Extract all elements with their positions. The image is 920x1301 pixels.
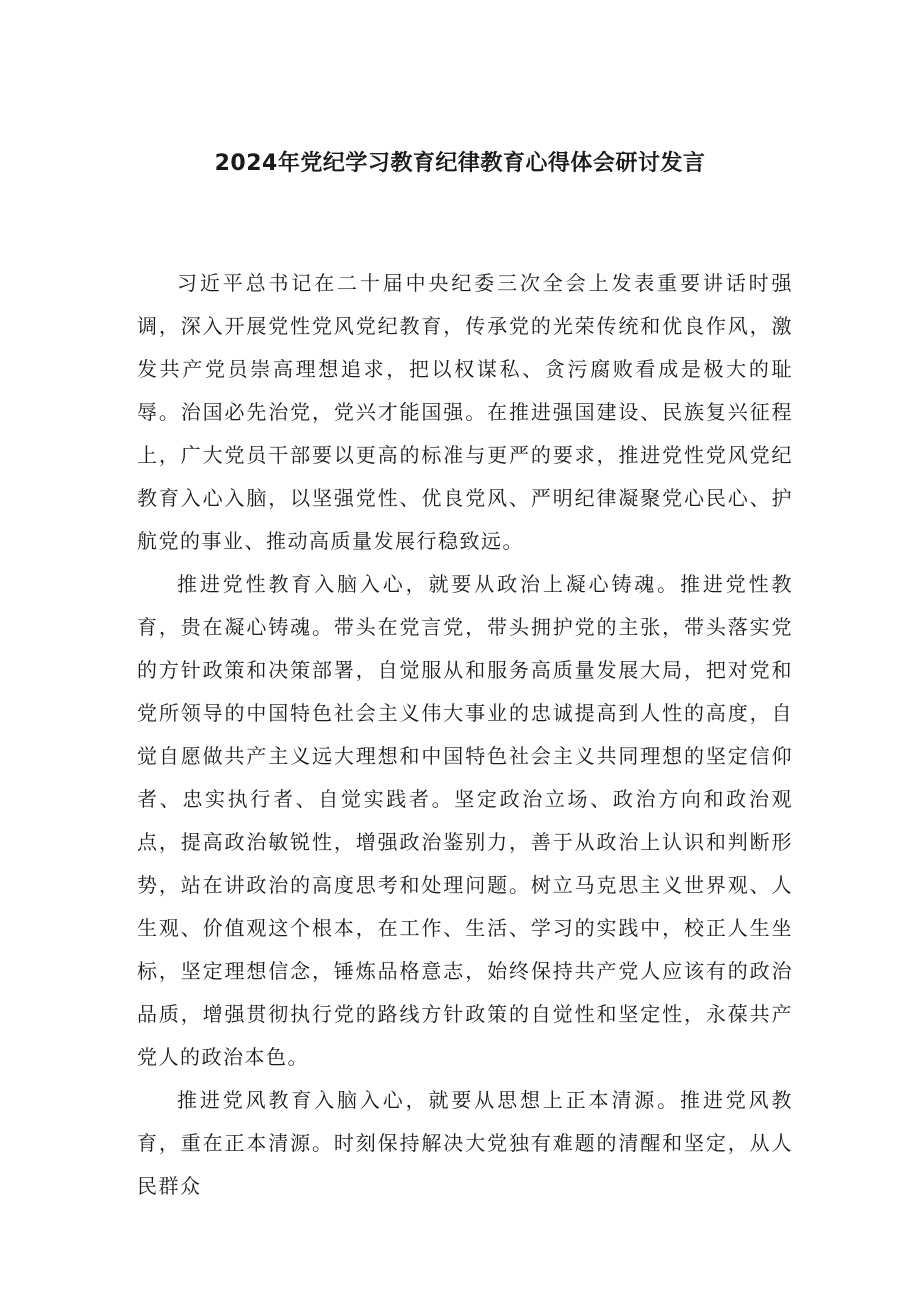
paragraph-2: 推进党性教育入脑入心，就要从政治上凝心铸魂。推进党性教育，贵在凝心铸魂。带头在党言党，带头拥护党的主张，带头落实党的方针政策和决策部署，自觉服从和服务高质量发展大局，把对党和党所领导的中国特色社会主义伟大事业的忠诚提高到人性的高度，自觉自愿做共产主义远大理想和中国特色社会主义共同理想的坚定信仰者、忠实执行者、自觉实践者。坚定政治立场、政治方向和政治观点，提高政治敏锐性，增强政治鉴别力，善于从政治上认识和判断形势，站在讲政治的高度思考和处理问题。树立马克思主义世界观、人生观、价值观这个根本，在工作、生活、学习的实践中，校正人生坐标，坚定理想信念，锤炼品格意志，始终保持共产党人应该有的政治品质，增强贯彻执行党的路线方针政策的自觉性和坚定性，永葆共产党人的政治本色。 bbox=[137, 572, 793, 1069]
document-body bbox=[137, 262, 793, 1208]
paragraph-3: 推进党风教育入脑入心，就要从思想上正本清源。推进党风教育，重在正本清源。时刻保持解决大党独有难题的清醒和坚定，从人民群众 bbox=[137, 1088, 793, 1198]
paragraph-1: 习近平总书记在二十届中央纪委三次全会上发表重要讲话时强调，深入开展党性党风党纪教育，传承党的光荣传统和优良作风，激发共产党员崇高理想追求，把以权谋私、贪污腐败看成是极大的耻辱。治国必先治党，党兴才能国强。在推进强国建设、民族复兴征程上，广大党员干部要以更高的标准与更严的要求，推进党性党风党纪教育入心入脑，以坚强党性、优良党风、严明纪律凝聚党心民心、护航党的事业、推动高质量发展行稳致远。 bbox=[137, 271, 793, 553]
document-title: 2024年党纪学习教育纪律教育心得体会研讨发言 bbox=[214, 151, 706, 176]
